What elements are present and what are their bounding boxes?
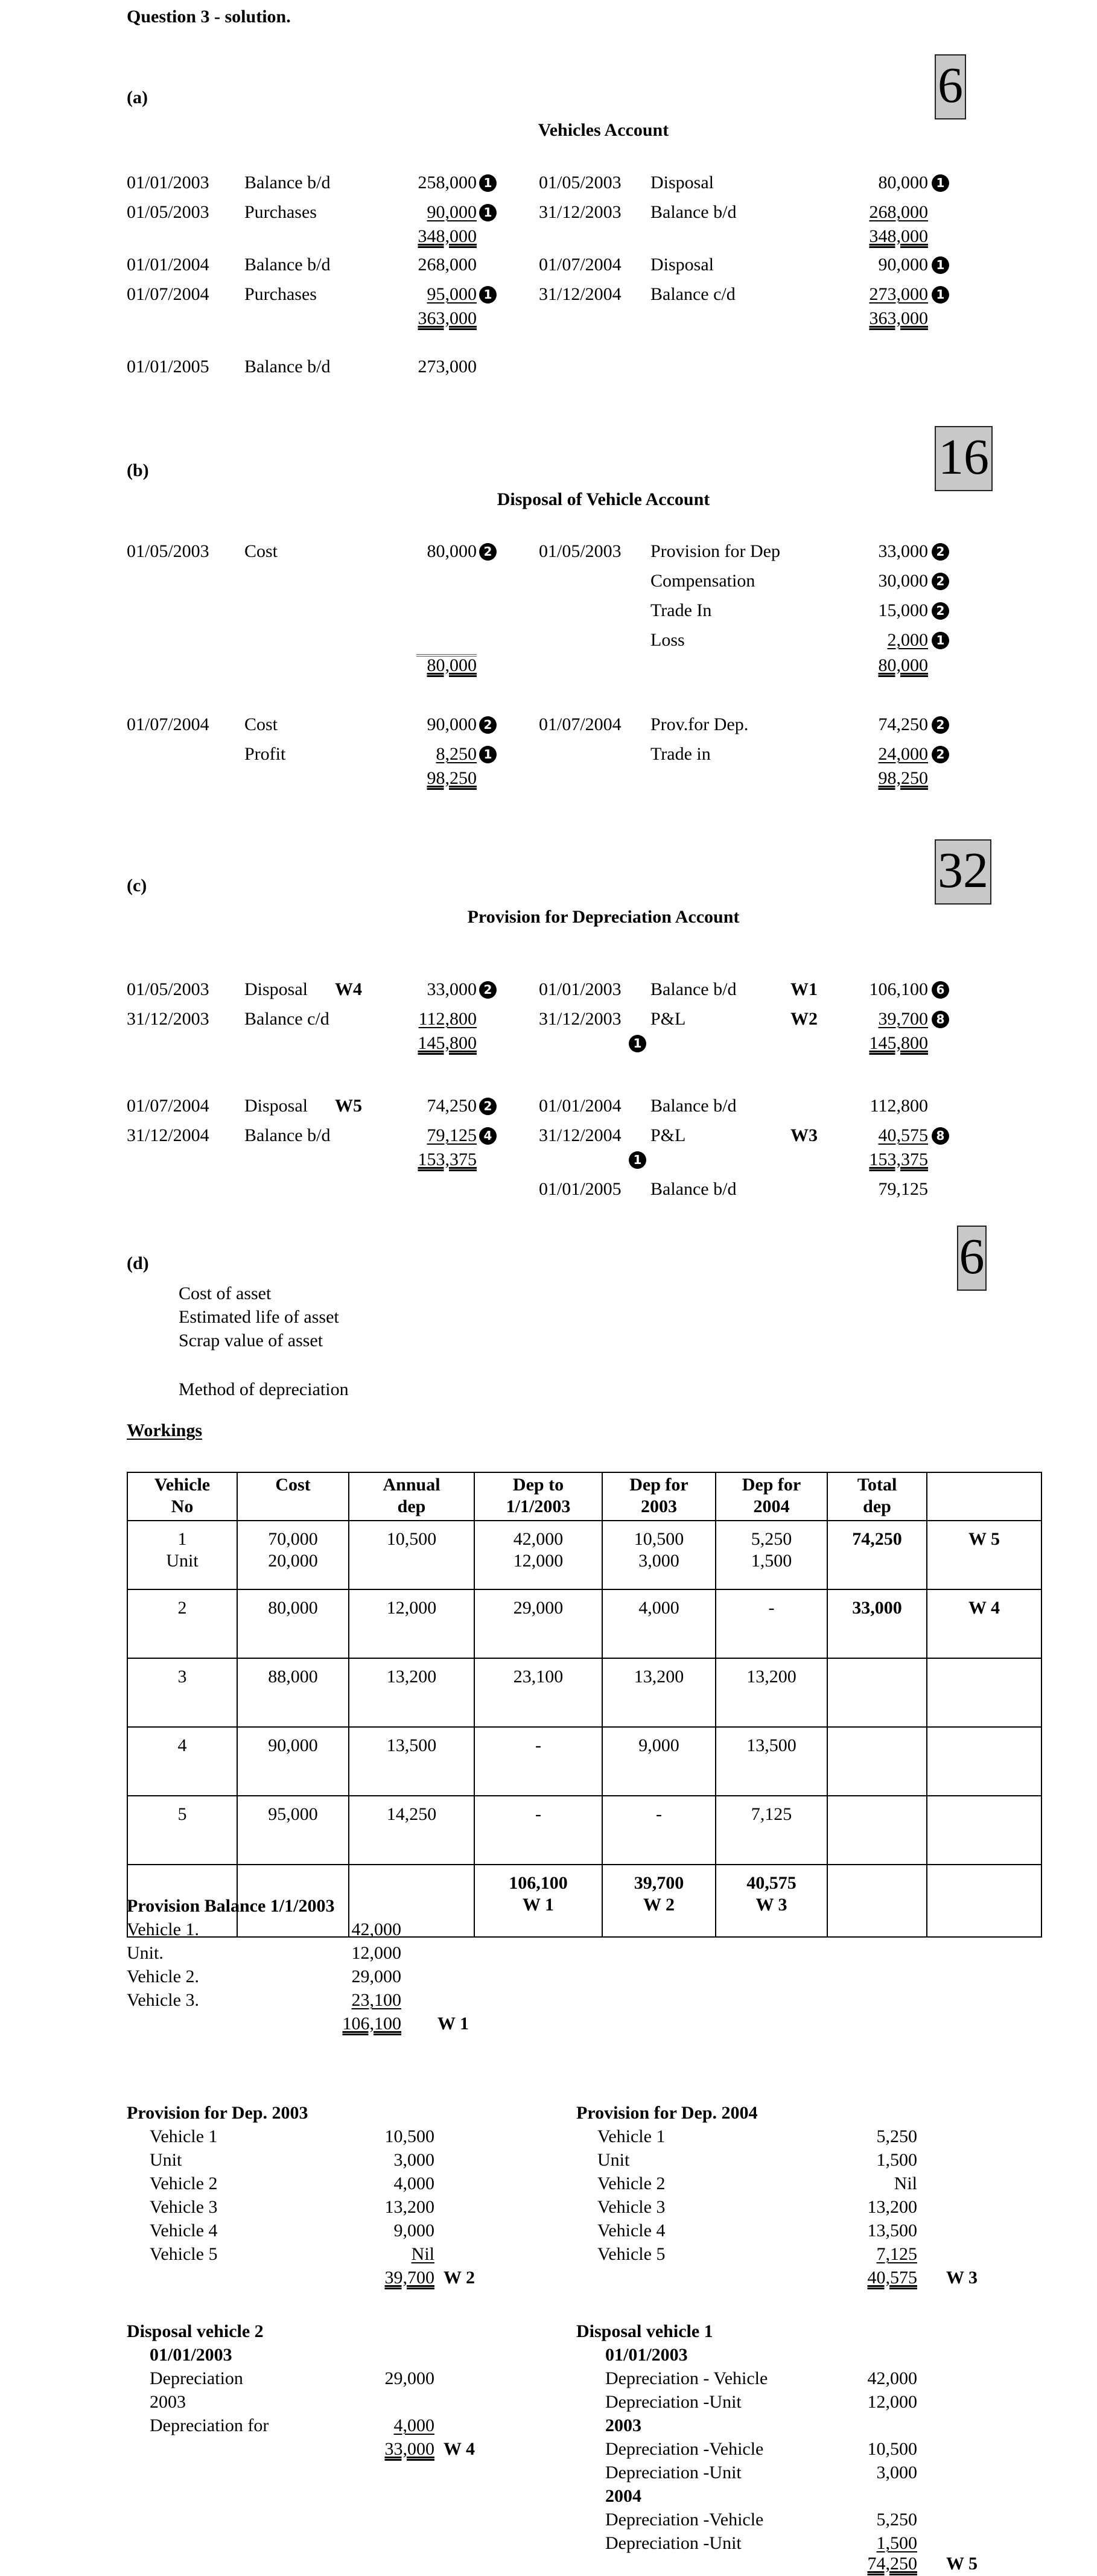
ledger-entry: Prov.for Dep. bbox=[650, 714, 749, 734]
mark-badge: 2 bbox=[929, 743, 949, 765]
mark-badge: 1 bbox=[929, 284, 949, 305]
criteria-item: Method of depreciation bbox=[179, 1379, 349, 1399]
ledger-date: 01/07/2004 bbox=[127, 284, 209, 304]
total-rule bbox=[416, 654, 477, 657]
ledger-date: 01/05/2003 bbox=[127, 541, 209, 561]
ledger-entry: P&L bbox=[650, 1009, 686, 1029]
mark-badge: 2 bbox=[929, 570, 949, 592]
list-value: Nil bbox=[411, 2244, 434, 2264]
disposal-v1-value: 12,000 bbox=[867, 2392, 917, 2412]
list-value: 13,200 bbox=[867, 2197, 917, 2217]
ledger-entry: Balance b/d bbox=[244, 357, 331, 377]
ledger-entry: Balance c/d bbox=[650, 284, 736, 304]
workings-table bbox=[127, 1472, 1042, 1938]
list-value: 13,200 bbox=[384, 2197, 434, 2217]
mark-badge: 8 bbox=[929, 1125, 949, 1146]
table-cell: 23,100 bbox=[474, 1658, 602, 1727]
list-label: Vehicle 3 bbox=[597, 2197, 666, 2217]
table-cell: 13,500 bbox=[349, 1727, 474, 1796]
ledger-date: 01/07/2004 bbox=[127, 714, 209, 734]
ledger-entry: Compensation bbox=[650, 571, 755, 591]
table-row bbox=[127, 1521, 1041, 1589]
table-cell: 5 bbox=[127, 1796, 237, 1865]
list-label: Vehicle 1 bbox=[597, 2126, 666, 2146]
table-cell: - bbox=[716, 1589, 827, 1658]
disposal-v2-line: 2003 bbox=[150, 2392, 186, 2412]
ledger-entry: Disposal bbox=[244, 979, 308, 999]
ledger-date: 31/12/2003 bbox=[127, 1009, 209, 1029]
disposal-v1-value: 3,000 bbox=[876, 2463, 917, 2482]
ledger-amount: 39,700 bbox=[878, 1009, 928, 1029]
ledger-entry: Trade In bbox=[650, 600, 712, 620]
section-b-score: 16 bbox=[935, 426, 993, 491]
working-ref: W 3 bbox=[946, 2268, 978, 2288]
disposal-v2-value: 29,000 bbox=[384, 2368, 434, 2388]
table-cell: 9,000 bbox=[602, 1727, 716, 1796]
table-cell: 13,200 bbox=[349, 1658, 474, 1727]
ledger-date: 31/12/2004 bbox=[539, 1125, 622, 1145]
list-value: 7,125 bbox=[876, 2244, 917, 2264]
section-a-heading: Vehicles Account bbox=[538, 120, 669, 140]
ledger-amount: 80,000 bbox=[878, 655, 928, 675]
ledger-entry: Balance b/d bbox=[650, 1096, 737, 1116]
mark-badge: 2 bbox=[477, 714, 497, 736]
ledger-date: 01/05/2003 bbox=[539, 173, 622, 192]
table-cell: 40,575 W 3 bbox=[716, 1865, 827, 1937]
table-cell bbox=[827, 1796, 927, 1865]
table-cell: 12,000 bbox=[349, 1589, 474, 1658]
mark-badge: 2 bbox=[477, 979, 497, 1000]
list-label: Vehicle 2. bbox=[127, 1967, 199, 1986]
column-header: Dep for 2004 bbox=[716, 1472, 827, 1521]
mark-badge: 4 bbox=[477, 1125, 497, 1146]
ledger-amount: 74,250 bbox=[878, 714, 928, 734]
table-row bbox=[127, 1727, 1041, 1796]
table-cell: 10,500 bbox=[349, 1521, 474, 1589]
list-value: 9,000 bbox=[393, 2221, 434, 2240]
list-total: 39,700 bbox=[384, 2268, 434, 2288]
list-total: 106,100 bbox=[342, 2014, 401, 2034]
list-total: 40,575 bbox=[867, 2268, 917, 2288]
working-ref: W3 bbox=[790, 1125, 818, 1145]
ledger-entry: Profit bbox=[244, 744, 286, 764]
disposal-v1-line: Depreciation -Unit bbox=[605, 2392, 742, 2412]
disposal-v2-line: Depreciation bbox=[150, 2368, 243, 2388]
ledger-entry: Disposal bbox=[244, 1096, 308, 1116]
table-cell: 88,000 bbox=[237, 1658, 349, 1727]
disposal-v1-line: Depreciation - Vehicle bbox=[605, 2368, 768, 2388]
mark-badge: 1 bbox=[477, 743, 497, 765]
ledger-entry: Balance b/d bbox=[650, 979, 737, 999]
ledger-date: 01/01/2003 bbox=[539, 979, 622, 999]
working-ref: W 2 bbox=[444, 2268, 475, 2288]
table-cell bbox=[927, 1658, 1041, 1727]
column-header: Vehicle No bbox=[127, 1472, 237, 1521]
list-label: Vehicle 4 bbox=[150, 2221, 218, 2240]
table-cell: 13,200 bbox=[716, 1658, 827, 1727]
ledger-entry: Balance c/d bbox=[244, 1009, 329, 1029]
page-title: Question 3 - solution. bbox=[127, 7, 291, 27]
table-cell: 39,700 W 2 bbox=[602, 1865, 716, 1937]
ledger-date: 01/05/2003 bbox=[127, 979, 209, 999]
ledger-amount: 98,250 bbox=[878, 768, 928, 788]
section-c-heading: Provision for Depreciation Account bbox=[467, 907, 740, 927]
mark-badge: 1 bbox=[477, 202, 497, 223]
disposal-v2-value: 4,000 bbox=[393, 2415, 434, 2435]
mark-badge: 1 bbox=[626, 1149, 646, 1171]
table-cell: 14,250 bbox=[349, 1796, 474, 1865]
mark-badge: 1 bbox=[929, 254, 949, 276]
ledger-amount: 74,250 bbox=[427, 1096, 477, 1116]
disposal-v1-line: Depreciation -Vehicle bbox=[605, 2510, 764, 2530]
table-cell: 13,500 bbox=[716, 1727, 827, 1796]
section-b-heading: Disposal of Vehicle Account bbox=[497, 489, 710, 509]
ledger-amount: 106,100 bbox=[869, 979, 928, 999]
section-d-label: (d) bbox=[127, 1253, 149, 1273]
ledger-entry: Cost bbox=[244, 541, 278, 561]
column-header: Dep for 2003 bbox=[602, 1472, 716, 1521]
table-cell: - bbox=[474, 1796, 602, 1865]
mark-badge: 2 bbox=[477, 1095, 497, 1117]
ledger-amount: 24,000 bbox=[878, 744, 928, 764]
provision-2004-title: Provision for Dep. 2004 bbox=[576, 2103, 758, 2123]
ledger-amount: 348,000 bbox=[869, 226, 928, 246]
list-label: Unit. bbox=[127, 1943, 164, 1963]
table-cell: W 4 bbox=[927, 1589, 1041, 1658]
table-cell: 7,125 bbox=[716, 1796, 827, 1865]
ledger-amount: 145,800 bbox=[418, 1033, 477, 1053]
ledger-amount: 8,250 bbox=[436, 744, 477, 764]
table-cell bbox=[927, 1796, 1041, 1865]
column-header: Total dep bbox=[827, 1472, 927, 1521]
ledger-amount: 268,000 bbox=[869, 202, 928, 222]
ledger-date: 31/12/2004 bbox=[127, 1125, 209, 1145]
mark-badge: 2 bbox=[929, 714, 949, 736]
disposal-v1-line: Depreciation -Vehicle bbox=[605, 2439, 764, 2459]
table-cell: 2 bbox=[127, 1589, 237, 1658]
ledger-amount: 112,800 bbox=[418, 1009, 477, 1029]
ledger-amount: 40,575 bbox=[878, 1125, 928, 1145]
disposal-v2-total: 33,000 bbox=[384, 2439, 434, 2459]
ledger-amount: 79,125 bbox=[878, 1179, 928, 1199]
table-cell: 5,250 1,500 bbox=[716, 1521, 827, 1589]
disposal-v2-line: Depreciation for bbox=[150, 2415, 269, 2435]
ledger-amount: 268,000 bbox=[418, 255, 477, 275]
ledger-date: 01/01/2004 bbox=[539, 1096, 622, 1116]
list-label: Vehicle 5 bbox=[150, 2244, 218, 2264]
disposal-v1-date: 01/01/2003 bbox=[605, 2345, 688, 2365]
disposal-v1-value: 10,500 bbox=[867, 2439, 917, 2459]
ledger-amount: 90,000 bbox=[427, 714, 477, 734]
list-label: Vehicle 1 bbox=[150, 2126, 218, 2146]
table-cell bbox=[827, 1865, 927, 1937]
disposal-v1-total: 74,250 bbox=[867, 2554, 917, 2574]
list-value: 5,250 bbox=[876, 2126, 917, 2146]
table-cell: 13,200 bbox=[602, 1658, 716, 1727]
list-label: Vehicle 3. bbox=[127, 1990, 199, 2010]
disposal-v1-date: 2004 bbox=[605, 2486, 641, 2506]
workings-title: Workings bbox=[127, 1420, 203, 1440]
criteria-item: Scrap value of asset bbox=[179, 1331, 323, 1350]
ledger-entry: Provision for Dep bbox=[650, 541, 780, 561]
ledger-amount: 145,800 bbox=[869, 1033, 928, 1053]
table-cell: W 5 bbox=[927, 1521, 1041, 1589]
table-cell bbox=[827, 1658, 927, 1727]
ledger-amount: 153,375 bbox=[869, 1150, 928, 1169]
working-ref: W2 bbox=[790, 1009, 818, 1029]
disposal-v1-ref: W 5 bbox=[946, 2554, 978, 2574]
mark-badge: 2 bbox=[477, 541, 497, 562]
ledger-date: 01/01/2004 bbox=[127, 255, 209, 275]
list-value: Nil bbox=[894, 2174, 917, 2193]
disposal-v1-line: Depreciation -Unit bbox=[605, 2463, 742, 2482]
section-a-label: (a) bbox=[127, 87, 148, 107]
ledger-entry: Balance b/d bbox=[650, 1179, 737, 1199]
list-label: Unit bbox=[597, 2150, 630, 2170]
ledger-entry: P&L bbox=[650, 1125, 686, 1145]
table-cell: 4 bbox=[127, 1727, 237, 1796]
disposal-v2-date: 01/01/2003 bbox=[150, 2345, 232, 2365]
ledger-amount: 80,000 bbox=[427, 655, 477, 675]
column-header: Cost bbox=[237, 1472, 349, 1521]
criteria-item: Cost of asset bbox=[179, 1283, 272, 1303]
table-cell bbox=[827, 1727, 927, 1796]
table-cell: - bbox=[602, 1796, 716, 1865]
ledger-amount: 33,000 bbox=[878, 541, 928, 561]
ledger-date: 01/07/2004 bbox=[539, 255, 622, 275]
table-cell bbox=[927, 1727, 1041, 1796]
ledger-amount: 15,000 bbox=[878, 600, 928, 620]
section-c-score: 32 bbox=[935, 839, 991, 905]
ledger-entry: Balance b/d bbox=[244, 1125, 331, 1145]
disposal-v1-value: 42,000 bbox=[867, 2368, 917, 2388]
ledger-date: 01/01/2003 bbox=[127, 173, 209, 192]
disposal-v1-value: 1,500 bbox=[876, 2533, 917, 2553]
working-ref: W1 bbox=[790, 979, 818, 999]
table-header-row bbox=[127, 1472, 1041, 1521]
list-value: 23,100 bbox=[351, 1990, 401, 2010]
ledger-date: 01/01/2005 bbox=[127, 357, 209, 377]
ledger-entry: Balance b/d bbox=[244, 173, 331, 192]
provision-balance-title: Provision Balance 1/1/2003 bbox=[127, 1896, 335, 1916]
table-cell: 4,000 bbox=[602, 1589, 716, 1658]
section-b-label: (b) bbox=[127, 460, 149, 480]
mark-badge: 1 bbox=[929, 629, 949, 651]
ledger-amount: 273,000 bbox=[418, 357, 477, 377]
list-value: 1,500 bbox=[876, 2150, 917, 2170]
ledger-date: 31/12/2003 bbox=[539, 202, 622, 222]
ledger-amount: 348,000 bbox=[418, 226, 477, 246]
section-c-label: (c) bbox=[127, 876, 147, 895]
working-ref: W4 bbox=[335, 979, 362, 999]
ledger-date: 01/05/2003 bbox=[539, 541, 622, 561]
list-label: Vehicle 2 bbox=[150, 2174, 218, 2193]
table-row bbox=[127, 1658, 1041, 1727]
table-cell: 70,000 20,000 bbox=[237, 1521, 349, 1589]
mark-badge: 6 bbox=[929, 979, 949, 1000]
ledger-amount: 80,000 bbox=[878, 173, 928, 192]
column-header: Dep to 1/1/2003 bbox=[474, 1472, 602, 1521]
mark-badge: 8 bbox=[929, 1008, 949, 1030]
ledger-amount: 30,000 bbox=[878, 571, 928, 591]
ledger-date: 01/01/2005 bbox=[539, 1179, 622, 1199]
working-ref: W5 bbox=[335, 1096, 362, 1116]
ledger-amount: 90,000 bbox=[427, 202, 477, 222]
ledger-amount: 363,000 bbox=[418, 308, 477, 328]
ledger-entry: Cost bbox=[244, 714, 278, 734]
table-cell: 1 Unit bbox=[127, 1521, 237, 1589]
ledger-entry: Disposal bbox=[650, 173, 714, 192]
mark-badge: 2 bbox=[929, 541, 949, 562]
list-label: Vehicle 2 bbox=[597, 2174, 666, 2193]
ledger-amount: 98,250 bbox=[427, 768, 477, 788]
table-cell: 106,100 W 1 bbox=[474, 1865, 602, 1937]
list-value: 29,000 bbox=[351, 1967, 401, 1986]
table-cell: - bbox=[474, 1727, 602, 1796]
table-cell: 10,500 3,000 bbox=[602, 1521, 716, 1589]
table-cell: 42,000 12,000 bbox=[474, 1521, 602, 1589]
table-cell: 33,000 bbox=[827, 1589, 927, 1658]
ledger-entry: Purchases bbox=[244, 284, 317, 304]
list-label: Unit bbox=[150, 2150, 182, 2170]
ledger-amount: 33,000 bbox=[427, 979, 477, 999]
ledger-date: 31/12/2003 bbox=[539, 1009, 622, 1029]
list-value: 4,000 bbox=[393, 2174, 434, 2193]
mark-badge: 1 bbox=[477, 284, 497, 305]
ledger-amount: 79,125 bbox=[427, 1125, 477, 1145]
ledger-entry: Disposal bbox=[650, 255, 714, 275]
disposal-v1-value: 5,250 bbox=[876, 2510, 917, 2530]
list-value: 12,000 bbox=[351, 1943, 401, 1963]
ledger-entry: Purchases bbox=[244, 202, 317, 222]
ledger-amount: 273,000 bbox=[869, 284, 928, 304]
disposal-v1-line: Depreciation -Unit bbox=[605, 2533, 742, 2553]
list-value: 3,000 bbox=[393, 2150, 434, 2170]
list-value: 13,500 bbox=[867, 2221, 917, 2240]
ledger-date: 01/05/2003 bbox=[127, 202, 209, 222]
disposal-v2-title: Disposal vehicle 2 bbox=[127, 2321, 264, 2341]
disposal-v1-date: 2003 bbox=[605, 2415, 641, 2435]
ledger-date: 31/12/2004 bbox=[539, 284, 622, 304]
disposal-v2-ref: W 4 bbox=[444, 2439, 475, 2459]
table-cell: 3 bbox=[127, 1658, 237, 1727]
provision-2003-title: Provision for Dep. 2003 bbox=[127, 2103, 308, 2123]
list-value: 42,000 bbox=[351, 1919, 401, 1939]
ledger-amount: 363,000 bbox=[869, 308, 928, 328]
list-label: Vehicle 3 bbox=[150, 2197, 218, 2217]
ledger-entry: Balance b/d bbox=[650, 202, 737, 222]
table-cell: 74,250 bbox=[827, 1521, 927, 1589]
mark-badge: 1 bbox=[929, 172, 949, 194]
table-cell: 80,000 bbox=[237, 1589, 349, 1658]
working-ref: W 1 bbox=[437, 2014, 469, 2034]
ledger-entry: Balance b/d bbox=[244, 255, 331, 275]
ledger-amount: 90,000 bbox=[878, 255, 928, 275]
list-label: Vehicle 1. bbox=[127, 1919, 199, 1939]
ledger-amount: 2,000 bbox=[887, 630, 928, 650]
disposal-v1-title: Disposal vehicle 1 bbox=[576, 2321, 713, 2341]
table-cell: 29,000 bbox=[474, 1589, 602, 1658]
ledger-amount: 153,375 bbox=[418, 1150, 477, 1169]
table-row bbox=[127, 1589, 1041, 1658]
list-label: Vehicle 5 bbox=[597, 2244, 666, 2264]
ledger-amount: 112,800 bbox=[870, 1096, 928, 1116]
section-d-score: 6 bbox=[957, 1226, 987, 1291]
table-cell: 90,000 bbox=[237, 1727, 349, 1796]
column-header: Annual dep bbox=[349, 1472, 474, 1521]
section-a-score: 6 bbox=[935, 54, 966, 119]
mark-badge: 1 bbox=[626, 1032, 646, 1054]
table-cell bbox=[927, 1865, 1041, 1937]
mark-badge: 2 bbox=[929, 600, 949, 622]
ledger-date: 01/07/2004 bbox=[539, 714, 622, 734]
list-value: 10,500 bbox=[384, 2126, 434, 2146]
ledger-date: 01/07/2004 bbox=[127, 1096, 209, 1116]
mark-badge: 1 bbox=[477, 172, 497, 194]
table-row bbox=[127, 1796, 1041, 1865]
ledger-amount: 258,000 bbox=[418, 173, 477, 192]
ledger-entry: Trade in bbox=[650, 744, 711, 764]
ledger-amount: 80,000 bbox=[427, 541, 477, 561]
table-cell: 95,000 bbox=[237, 1796, 349, 1865]
ledger-amount: 95,000 bbox=[427, 284, 477, 304]
list-label: Vehicle 4 bbox=[597, 2221, 666, 2240]
column-header bbox=[927, 1472, 1041, 1521]
criteria-item: Estimated life of asset bbox=[179, 1307, 339, 1327]
ledger-entry: Loss bbox=[650, 630, 685, 650]
